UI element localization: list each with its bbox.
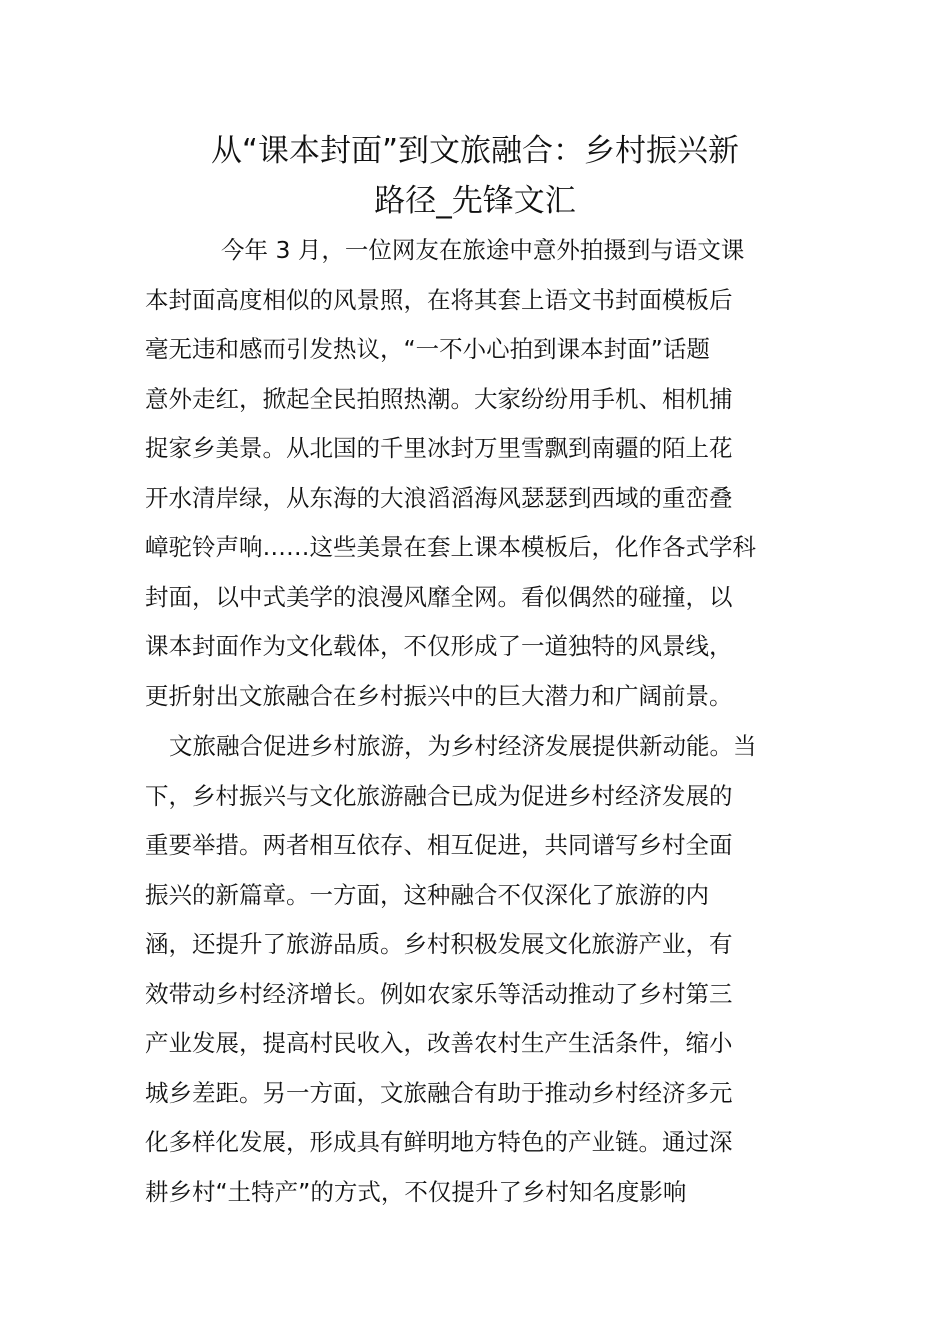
paragraph-line: 耕乡村“土特产”的方式，不仅提升了乡村知名度影响 <box>145 1177 687 1206</box>
paragraph-2 <box>145 722 807 1217</box>
paragraph-line: 毫无违和感而引发热议，“一不小心拍到课本封面”话题 <box>145 335 710 363</box>
paragraph-line: 下，乡村振兴与文化旅游融合已成为促进乡村经济发展的 <box>145 781 733 810</box>
paragraph-line: 城乡差距。另一方面，文旅融合有助于推动乡村经济多元 <box>145 1078 733 1107</box>
title-line: 从“课本封面”到文旅融合：乡村振兴新 <box>210 133 740 169</box>
paragraph-line: 捉家乡美景。从北国的千里冰封万里雪飘到南疆的陌上花 <box>145 434 733 462</box>
paragraph-line: 封面，以中式美学的浪漫风靡全网。看似偶然的碰撞，以 <box>145 582 733 611</box>
paragraph-line: 重要举措。两者相互依存、相互促进，共同谱写乡村全面 <box>145 831 733 859</box>
document-title <box>145 126 805 226</box>
paragraph-line: 本封面高度相似的风景照，在将其套上语文书封面模板后 <box>145 285 733 314</box>
paragraph-line: 意外走红，掀起全民拍照热潮。大家纷纷用手机、相机捕 <box>145 384 733 413</box>
title-line: 路径_先锋文汇 <box>374 183 576 219</box>
paragraph-line: 化多样化发展，形成具有鲜明地方特色的产业链。通过深 <box>145 1128 733 1156</box>
paragraph-line: 涵，还提升了旅游品质。乡村积极发展文化旅游产业，有 <box>145 930 733 958</box>
paragraph-line: 效带动乡村经济增长。例如农家乐等活动推动了乡村第三 <box>145 979 733 1008</box>
paragraph-line: 振兴的新篇章。一方面，这种融合不仅深化了旅游的内 <box>145 880 709 909</box>
paragraph-line: 开水清岸绿，从东海的大浪滔滔海风瑟瑟到西域的重峦叠 <box>145 483 733 512</box>
paragraph-line: 更折射出文旅融合在乡村振兴中的巨大潜力和广阔前景。 <box>145 681 733 710</box>
paragraph-line: 产业发展，提高村民收入，改善农村生产生活条件，缩小 <box>145 1029 733 1057</box>
paragraph-1 <box>145 226 807 721</box>
paragraph-line: 文旅融合促进乡村旅游，为乡村经济发展提供新动能。当 <box>169 732 757 760</box>
paragraph-line: 嶂驼铃声响……这些美景在套上课本模板后，化作各式学科 <box>145 533 756 561</box>
paragraph-line: 今年 3 月，一位网友在旅途中意外拍摄到与语文课 <box>221 236 745 264</box>
paragraph-line: 课本封面作为文化载体，不仅形成了一道独特的风景线， <box>145 632 733 660</box>
